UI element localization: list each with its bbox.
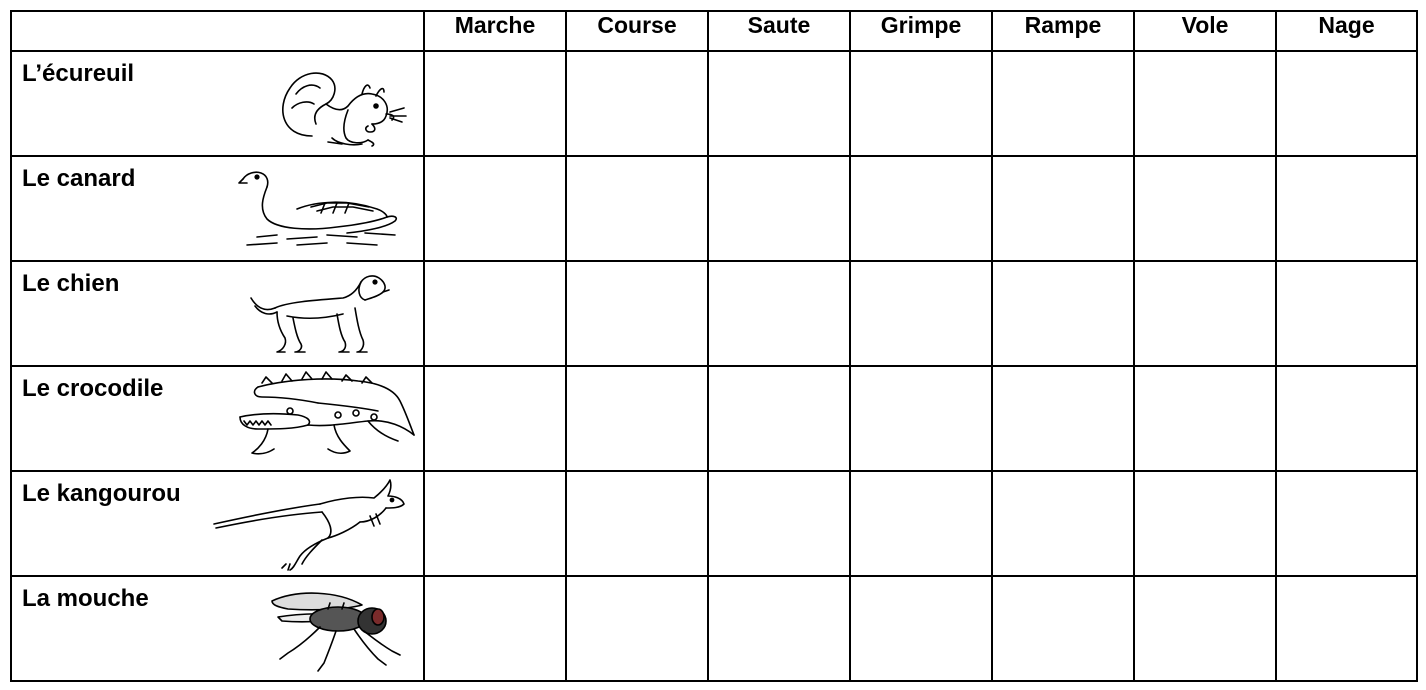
- answer-cell[interactable]: [424, 51, 566, 156]
- fly-icon: [258, 579, 408, 675]
- animal-name: L’écureuil: [22, 60, 135, 87]
- animal-name: Le kangourou: [22, 480, 181, 507]
- animal-label-cell: [11, 471, 424, 576]
- answer-cell[interactable]: [850, 366, 992, 471]
- animal-name: Le chien: [22, 270, 120, 297]
- answer-cell[interactable]: [566, 261, 708, 366]
- table-row: [11, 366, 1417, 471]
- answer-cell[interactable]: [566, 576, 708, 681]
- answer-cell[interactable]: [708, 261, 850, 366]
- column-header-saute: Saute: [708, 11, 850, 51]
- animal-name: Le crocodile: [22, 375, 164, 402]
- answer-cell[interactable]: [1276, 51, 1417, 156]
- answer-cell[interactable]: [566, 51, 708, 156]
- answer-cell[interactable]: [424, 471, 566, 576]
- duck-icon: [237, 165, 417, 253]
- animal-label-cell: [11, 156, 424, 261]
- answer-cell[interactable]: [992, 471, 1134, 576]
- animal-name: La mouche: [22, 585, 149, 612]
- animal-label-cell: [11, 261, 424, 366]
- answer-cell[interactable]: [1276, 156, 1417, 261]
- column-header-course: Course: [566, 11, 708, 51]
- column-header-nage: Nage: [1276, 11, 1417, 51]
- table-row: [11, 261, 1417, 366]
- answer-cell[interactable]: [424, 366, 566, 471]
- column-header-marche: Marche: [424, 11, 566, 51]
- corner-cell: [11, 11, 424, 51]
- answer-cell[interactable]: [850, 51, 992, 156]
- answer-cell[interactable]: [850, 156, 992, 261]
- answer-cell[interactable]: [1276, 576, 1417, 681]
- answer-cell[interactable]: [1134, 261, 1276, 366]
- column-header-rampe: Rampe: [992, 11, 1134, 51]
- answer-cell[interactable]: [424, 576, 566, 681]
- answer-cell[interactable]: [1134, 366, 1276, 471]
- table-row: [11, 471, 1417, 576]
- answer-cell[interactable]: [708, 366, 850, 471]
- answer-cell[interactable]: [992, 576, 1134, 681]
- answer-cell[interactable]: [424, 156, 566, 261]
- answer-cell[interactable]: [1134, 576, 1276, 681]
- answer-cell[interactable]: [566, 471, 708, 576]
- column-header-vole: Vole: [1134, 11, 1276, 51]
- answer-cell[interactable]: [708, 576, 850, 681]
- animal-label-cell: [11, 576, 424, 681]
- answer-cell[interactable]: [708, 156, 850, 261]
- crocodile-icon: [238, 371, 418, 467]
- dog-icon: [247, 268, 397, 360]
- table-row: [11, 51, 1417, 156]
- answer-cell[interactable]: [424, 261, 566, 366]
- animal-label-cell: [11, 51, 424, 156]
- answer-cell[interactable]: [992, 261, 1134, 366]
- answer-cell[interactable]: [566, 366, 708, 471]
- answer-cell[interactable]: [1134, 471, 1276, 576]
- answer-cell[interactable]: [992, 156, 1134, 261]
- table-row: [11, 156, 1417, 261]
- answer-cell[interactable]: [1134, 156, 1276, 261]
- animal-name: Le canard: [22, 165, 136, 192]
- answer-cell[interactable]: [992, 366, 1134, 471]
- answer-cell[interactable]: [850, 261, 992, 366]
- answer-cell[interactable]: [708, 471, 850, 576]
- answer-cell[interactable]: [1276, 261, 1417, 366]
- animal-label-cell: [11, 366, 424, 471]
- answer-cell[interactable]: [850, 576, 992, 681]
- column-header-grimpe: Grimpe: [850, 11, 992, 51]
- table-row: [11, 576, 1417, 681]
- answer-cell[interactable]: [1276, 471, 1417, 576]
- header-row: [11, 11, 1417, 51]
- answer-cell[interactable]: [708, 51, 850, 156]
- answer-cell[interactable]: [850, 471, 992, 576]
- answer-cell[interactable]: [1276, 366, 1417, 471]
- activity-table: [10, 10, 1418, 682]
- squirrel-icon: [272, 58, 422, 150]
- answer-cell[interactable]: [992, 51, 1134, 156]
- answer-cell[interactable]: [1134, 51, 1276, 156]
- kangaroo-icon: [210, 476, 410, 572]
- answer-cell[interactable]: [566, 156, 708, 261]
